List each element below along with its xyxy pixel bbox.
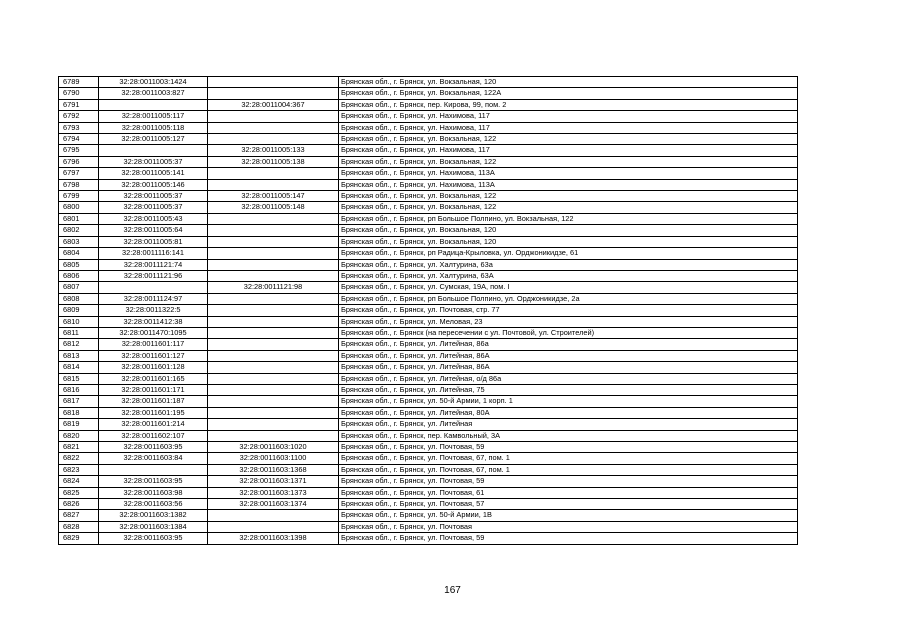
address-cell: Брянская обл., г. Брянск, ул. Литейная, 86А <box>339 362 798 373</box>
table-row <box>59 499 798 510</box>
table-row <box>59 487 798 498</box>
cadastral-number-cell <box>99 464 208 475</box>
address-cell: Брянская обл., г. Брянск, ул. 50-й Армии, 1 корп. 1 <box>339 396 798 407</box>
row-number-cell: 6809 <box>59 305 99 316</box>
premises-cadastral-number-cell <box>208 270 339 281</box>
premises-cadastral-number-cell <box>208 248 339 259</box>
table-row <box>59 236 798 247</box>
premises-cadastral-number-cell: 32:28:0011603:1100 <box>208 453 339 464</box>
premises-cadastral-number-cell <box>208 305 339 316</box>
address-cell: Брянская обл., г. Брянск, ул. Почтовая, 61 <box>339 487 798 498</box>
cadastral-number-cell: 32:28:0011005:37 <box>99 191 208 202</box>
premises-cadastral-number-cell <box>208 316 339 327</box>
row-number-cell: 6792 <box>59 111 99 122</box>
row-number-cell: 6825 <box>59 487 99 498</box>
cadastral-number-cell: 32:28:0011601:187 <box>99 396 208 407</box>
premises-cadastral-number-cell: 32:28:0011005:147 <box>208 191 339 202</box>
address-cell: Брянская обл., г. Брянск, ул. Почтовая, 59 <box>339 442 798 453</box>
table-row <box>59 362 798 373</box>
row-number-cell: 6817 <box>59 396 99 407</box>
row-number-cell: 6793 <box>59 122 99 133</box>
row-number-cell: 6790 <box>59 88 99 99</box>
row-number-cell: 6796 <box>59 156 99 167</box>
address-cell: Брянская обл., г. Брянск, ул. Нахимова, 117 <box>339 145 798 156</box>
cadastral-number-cell: 32:28:0011603:1384 <box>99 521 208 532</box>
table-row <box>59 521 798 532</box>
premises-cadastral-number-cell: 32:28:0011121:98 <box>208 282 339 293</box>
cadastral-number-cell: 32:28:0011603:1382 <box>99 510 208 521</box>
row-number-cell: 6798 <box>59 179 99 190</box>
row-number-cell: 6826 <box>59 499 99 510</box>
premises-cadastral-number-cell: 32:28:0011005:133 <box>208 145 339 156</box>
premises-cadastral-number-cell <box>208 510 339 521</box>
premises-cadastral-number-cell <box>208 122 339 133</box>
premises-cadastral-number-cell <box>208 407 339 418</box>
cadastral-number-cell: 32:28:0011005:127 <box>99 134 208 145</box>
table-row <box>59 373 798 384</box>
table-row <box>59 476 798 487</box>
table-row <box>59 248 798 259</box>
cadastral-number-cell: 32:28:0011603:98 <box>99 487 208 498</box>
table-row <box>59 305 798 316</box>
table-row <box>59 442 798 453</box>
premises-cadastral-number-cell: 32:28:0011603:1368 <box>208 464 339 475</box>
row-number-cell: 6804 <box>59 248 99 259</box>
premises-cadastral-number-cell <box>208 430 339 441</box>
premises-cadastral-number-cell <box>208 225 339 236</box>
premises-cadastral-number-cell <box>208 88 339 99</box>
row-number-cell: 6819 <box>59 419 99 430</box>
table-row <box>59 111 798 122</box>
row-number-cell: 6791 <box>59 99 99 110</box>
address-cell: Брянская обл., г. Брянск, ул. Нахимова, 117 <box>339 122 798 133</box>
premises-cadastral-number-cell <box>208 339 339 350</box>
cadastral-number-cell: 32:28:0011601:195 <box>99 407 208 418</box>
cadastral-number-cell: 32:28:0011603:95 <box>99 533 208 544</box>
cadastral-number-cell: 32:28:0011005:37 <box>99 156 208 167</box>
table-row <box>59 430 798 441</box>
premises-cadastral-number-cell <box>208 213 339 224</box>
premises-cadastral-number-cell: 32:28:0011603:1374 <box>208 499 339 510</box>
row-number-cell: 6818 <box>59 407 99 418</box>
cadastral-number-cell: 32:28:0011601:127 <box>99 350 208 361</box>
address-cell: Брянская обл., г. Брянск, рп Радица-Крыловка, ул. Орджоникидзе, 61 <box>339 248 798 259</box>
document-table-container <box>58 76 798 545</box>
address-cell: Брянская обл., г. Брянск, ул. Литейная, о/д 86а <box>339 373 798 384</box>
table-row <box>59 202 798 213</box>
premises-cadastral-number-cell: 32:28:0011603:1398 <box>208 533 339 544</box>
address-cell: Брянская обл., г. Брянск, пер. Камвольный, 3А <box>339 430 798 441</box>
cadastral-number-cell: 32:28:0011603:95 <box>99 476 208 487</box>
row-number-cell: 6823 <box>59 464 99 475</box>
row-number-cell: 6806 <box>59 270 99 281</box>
row-number-cell: 6821 <box>59 442 99 453</box>
row-number-cell: 6797 <box>59 168 99 179</box>
address-cell: Брянская обл., г. Брянск, ул. Халтурина, 63А <box>339 270 798 281</box>
row-number-cell: 6805 <box>59 259 99 270</box>
address-cell: Брянская обл., г. Брянск, ул. Нахимова, 117 <box>339 111 798 122</box>
address-cell: Брянская обл., г. Брянск, ул. Вокзальная, 122 <box>339 134 798 145</box>
table-body <box>59 77 798 545</box>
row-number-cell: 6829 <box>59 533 99 544</box>
cadastral-number-cell: 32:28:0011601:171 <box>99 384 208 395</box>
cadastral-number-cell: 32:28:0011412:38 <box>99 316 208 327</box>
address-cell: Брянская обл., г. Брянск, ул. Вокзальная, 120 <box>339 77 798 88</box>
row-number-cell: 6810 <box>59 316 99 327</box>
address-cell: Брянская обл., г. Брянск (на пересечении с ул. Почтовой, ул. Строителей) <box>339 327 798 338</box>
cadastral-number-cell: 32:28:0011005:43 <box>99 213 208 224</box>
address-cell: Брянская обл., г. Брянск, ул. Почтовая, стр. 77 <box>339 305 798 316</box>
table-row <box>59 213 798 224</box>
table-row <box>59 533 798 544</box>
address-cell: Брянская обл., г. Брянск, ул. Литейная <box>339 419 798 430</box>
premises-cadastral-number-cell <box>208 293 339 304</box>
table-row <box>59 225 798 236</box>
premises-cadastral-number-cell: 32:28:0011005:138 <box>208 156 339 167</box>
row-number-cell: 6811 <box>59 327 99 338</box>
address-cell: Брянская обл., г. Брянск, ул. Вокзальная, 120 <box>339 225 798 236</box>
row-number-cell: 6802 <box>59 225 99 236</box>
row-number-cell: 6820 <box>59 430 99 441</box>
premises-cadastral-number-cell: 32:28:0011603:1371 <box>208 476 339 487</box>
table-row <box>59 316 798 327</box>
table-row <box>59 191 798 202</box>
row-number-cell: 6828 <box>59 521 99 532</box>
table-row <box>59 270 798 281</box>
cadastral-number-cell: 32:28:0011005:118 <box>99 122 208 133</box>
table-row <box>59 88 798 99</box>
table-row <box>59 145 798 156</box>
row-number-cell: 6801 <box>59 213 99 224</box>
cadastral-number-cell: 32:28:0011124:97 <box>99 293 208 304</box>
cadastral-number-cell: 32:28:0011005:117 <box>99 111 208 122</box>
premises-cadastral-number-cell <box>208 350 339 361</box>
table-row <box>59 134 798 145</box>
table-row <box>59 259 798 270</box>
address-cell: Брянская обл., г. Брянск, ул. Нахимова, 113А <box>339 168 798 179</box>
cadastral-number-cell: 32:28:0011005:81 <box>99 236 208 247</box>
row-number-cell: 6813 <box>59 350 99 361</box>
row-number-cell: 6822 <box>59 453 99 464</box>
row-number-cell: 6807 <box>59 282 99 293</box>
table-row <box>59 339 798 350</box>
row-number-cell: 6812 <box>59 339 99 350</box>
row-number-cell: 6824 <box>59 476 99 487</box>
cadastral-number-cell: 32:28:0011003:827 <box>99 88 208 99</box>
premises-cadastral-number-cell <box>208 419 339 430</box>
row-number-cell: 6827 <box>59 510 99 521</box>
row-number-cell: 6803 <box>59 236 99 247</box>
address-cell: Брянская обл., г. Брянск, ул. Почтовая <box>339 521 798 532</box>
premises-cadastral-number-cell <box>208 384 339 395</box>
premises-cadastral-number-cell <box>208 134 339 145</box>
premises-cadastral-number-cell <box>208 168 339 179</box>
table-row <box>59 510 798 521</box>
cadastral-number-cell: 32:28:0011601:117 <box>99 339 208 350</box>
table-row <box>59 453 798 464</box>
cadastral-number-cell: 32:28:0011003:1424 <box>99 77 208 88</box>
row-number-cell: 6816 <box>59 384 99 395</box>
page-number: 167 <box>444 585 461 596</box>
premises-cadastral-number-cell: 32:28:0011005:148 <box>208 202 339 213</box>
address-cell: Брянская обл., г. Брянск, ул. Нахимова, 113А <box>339 179 798 190</box>
table-row <box>59 293 798 304</box>
cadastral-number-cell: 32:28:0011322:5 <box>99 305 208 316</box>
address-cell: Брянская обл., г. Брянск, ул. Почтовая, 59 <box>339 476 798 487</box>
premises-cadastral-number-cell <box>208 236 339 247</box>
table-row <box>59 99 798 110</box>
premises-cadastral-number-cell <box>208 327 339 338</box>
address-cell: Брянская обл., г. Брянск, ул. Вокзальная, 122 <box>339 202 798 213</box>
cadastral-number-cell: 32:28:0011470:1095 <box>99 327 208 338</box>
table-row <box>59 327 798 338</box>
address-cell: Брянская обл., г. Брянск, ул. Почтовая, 59 <box>339 533 798 544</box>
cadastral-number-cell: 32:28:0011602:107 <box>99 430 208 441</box>
cadastral-number-cell: 32:28:0011603:56 <box>99 499 208 510</box>
address-cell: Брянская обл., г. Брянск, ул. Почтовая, 67, пом. 1 <box>339 464 798 475</box>
premises-cadastral-number-cell <box>208 111 339 122</box>
address-cell: Брянская обл., г. Брянск, ул. Литейная, 75 <box>339 384 798 395</box>
table-row <box>59 122 798 133</box>
premises-cadastral-number-cell <box>208 521 339 532</box>
table-row <box>59 384 798 395</box>
address-cell: Брянская обл., г. Брянск, ул. Почтовая, 57 <box>339 499 798 510</box>
table-row <box>59 168 798 179</box>
cadastral-number-cell: 32:28:0011005:37 <box>99 202 208 213</box>
premises-cadastral-number-cell <box>208 179 339 190</box>
address-cell: Брянская обл., г. Брянск, ул. Литейная, 86А <box>339 350 798 361</box>
cadastral-number-cell: 32:28:0011121:96 <box>99 270 208 281</box>
address-cell: Брянская обл., г. Брянск, пер. Кирова, 99, пом. 2 <box>339 99 798 110</box>
row-number-cell: 6799 <box>59 191 99 202</box>
address-cell: Брянская обл., г. Брянск, ул. Литейная, 86а <box>339 339 798 350</box>
premises-cadastral-number-cell <box>208 77 339 88</box>
row-number-cell: 6789 <box>59 77 99 88</box>
address-cell: Брянская обл., г. Брянск, рп Большое Полпино, ул. Вокзальная, 122 <box>339 213 798 224</box>
cadastral-number-cell: 32:28:0011005:64 <box>99 225 208 236</box>
cadastral-number-cell <box>99 145 208 156</box>
address-cell: Брянская обл., г. Брянск, ул. Меловая, 23 <box>339 316 798 327</box>
cadastral-number-cell: 32:28:0011005:146 <box>99 179 208 190</box>
address-cell: Брянская обл., г. Брянск, ул. Вокзальная, 122 <box>339 156 798 167</box>
address-cell: Брянская обл., г. Брянск, ул. Литейная, 80А <box>339 407 798 418</box>
table-row <box>59 156 798 167</box>
premises-cadastral-number-cell: 32:28:0011603:1373 <box>208 487 339 498</box>
address-cell: Брянская обл., г. Брянск, ул. Почтовая, 67, пом. 1 <box>339 453 798 464</box>
premises-cadastral-number-cell <box>208 396 339 407</box>
table-row <box>59 464 798 475</box>
table-row <box>59 396 798 407</box>
cadastral-number-cell: 32:28:0011603:84 <box>99 453 208 464</box>
row-number-cell: 6795 <box>59 145 99 156</box>
address-cell: Брянская обл., г. Брянск, рп Большое Полпино, ул. Орджоникидзе, 2а <box>339 293 798 304</box>
address-cell: Брянская обл., г. Брянск, ул. Сумская, 19А, пом. I <box>339 282 798 293</box>
premises-cadastral-number-cell: 32:28:0011004:367 <box>208 99 339 110</box>
address-cell: Брянская обл., г. Брянск, ул. Халтурина, 63а <box>339 259 798 270</box>
premises-cadastral-number-cell: 32:28:0011603:1020 <box>208 442 339 453</box>
cadastral-number-cell <box>99 282 208 293</box>
cadastral-number-cell <box>99 99 208 110</box>
table-row <box>59 407 798 418</box>
address-cell: Брянская обл., г. Брянск, ул. Вокзальная, 122А <box>339 88 798 99</box>
premises-cadastral-number-cell <box>208 362 339 373</box>
row-number-cell: 6808 <box>59 293 99 304</box>
premises-cadastral-number-cell <box>208 259 339 270</box>
cadastral-table <box>58 76 798 545</box>
table-row <box>59 282 798 293</box>
cadastral-number-cell: 32:28:0011601:165 <box>99 373 208 384</box>
row-number-cell: 6794 <box>59 134 99 145</box>
row-number-cell: 6800 <box>59 202 99 213</box>
table-row <box>59 419 798 430</box>
row-number-cell: 6815 <box>59 373 99 384</box>
premises-cadastral-number-cell <box>208 373 339 384</box>
address-cell: Брянская обл., г. Брянск, ул. 50-й Армии, 1В <box>339 510 798 521</box>
table-row <box>59 77 798 88</box>
row-number-cell: 6814 <box>59 362 99 373</box>
cadastral-number-cell: 32:28:0011603:95 <box>99 442 208 453</box>
address-cell: Брянская обл., г. Брянск, ул. Вокзальная, 120 <box>339 236 798 247</box>
cadastral-number-cell: 32:28:0011116:141 <box>99 248 208 259</box>
cadastral-number-cell: 32:28:0011601:128 <box>99 362 208 373</box>
cadastral-number-cell: 32:28:0011005:141 <box>99 168 208 179</box>
table-row <box>59 350 798 361</box>
cadastral-number-cell: 32:28:0011601:214 <box>99 419 208 430</box>
table-row <box>59 179 798 190</box>
cadastral-number-cell: 32:28:0011121:74 <box>99 259 208 270</box>
address-cell: Брянская обл., г. Брянск, ул. Вокзальная, 122 <box>339 191 798 202</box>
